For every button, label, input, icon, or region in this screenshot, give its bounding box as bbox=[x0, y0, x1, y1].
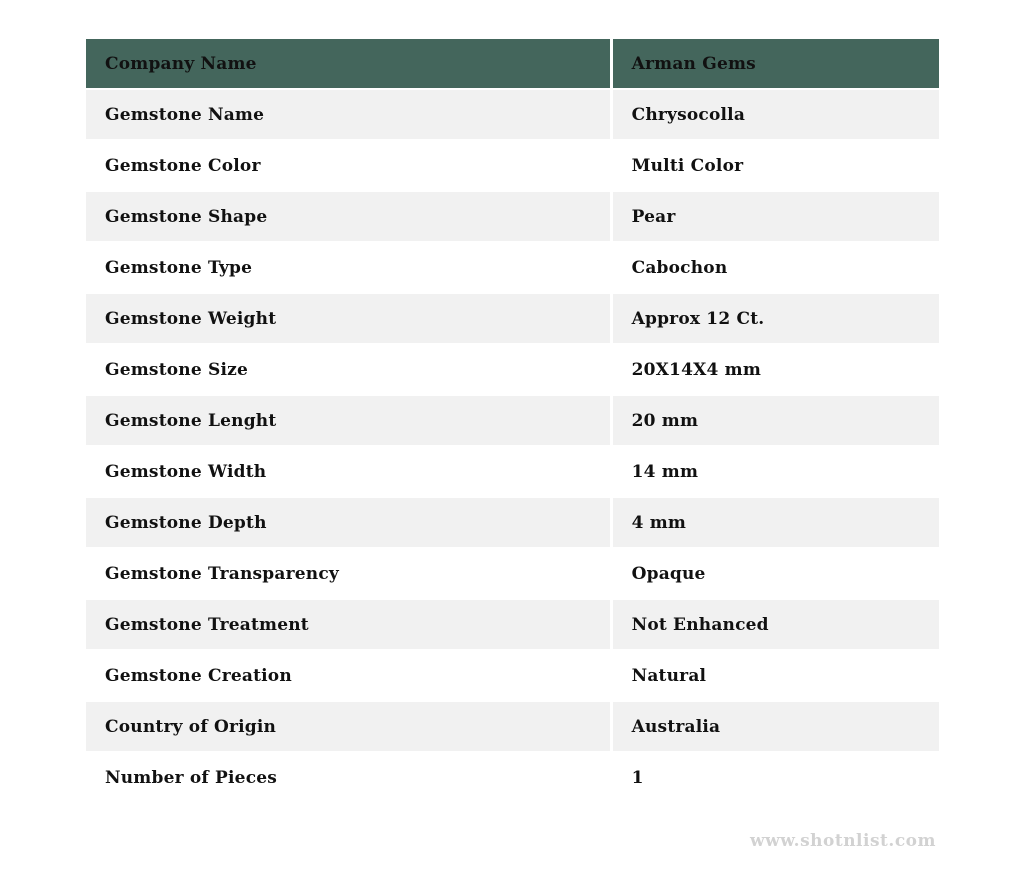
table-row bbox=[86, 600, 939, 649]
row-label: Gemstone Lenght bbox=[86, 396, 610, 445]
row-value: Multi Color bbox=[613, 141, 939, 190]
row-value: 14 mm bbox=[613, 447, 939, 496]
row-value: 20 mm bbox=[613, 396, 939, 445]
table-row bbox=[86, 702, 939, 751]
row-label: Gemstone Color bbox=[86, 141, 610, 190]
row-value: 20X14X4 mm bbox=[613, 345, 939, 394]
header-company-value-cell: Arman Gems bbox=[613, 39, 939, 88]
row-value: Pear bbox=[613, 192, 939, 241]
gemstone-spec-table bbox=[83, 37, 942, 804]
row-label: Gemstone Type bbox=[86, 243, 610, 292]
row-label: Gemstone Name bbox=[86, 90, 610, 139]
table-row bbox=[86, 396, 939, 445]
gemstone-spec-table-container bbox=[83, 37, 942, 804]
table-row bbox=[86, 141, 939, 190]
row-value: Opaque bbox=[613, 549, 939, 598]
row-label: Gemstone Size bbox=[86, 345, 610, 394]
row-label: Gemstone Transparency bbox=[86, 549, 610, 598]
header-company-name-cell: Company Name bbox=[86, 39, 610, 88]
table-row bbox=[86, 753, 939, 802]
row-label: Gemstone Treatment bbox=[86, 600, 610, 649]
table-row bbox=[86, 651, 939, 700]
row-label: Gemstone Width bbox=[86, 447, 610, 496]
table-row bbox=[86, 294, 939, 343]
table-row bbox=[86, 345, 939, 394]
table-row bbox=[86, 498, 939, 547]
row-value: Approx 12 Ct. bbox=[613, 294, 939, 343]
row-value: 4 mm bbox=[613, 498, 939, 547]
row-label: Gemstone Creation bbox=[86, 651, 610, 700]
row-value: 1 bbox=[613, 753, 939, 802]
table-row bbox=[86, 447, 939, 496]
table-header-row bbox=[86, 39, 939, 88]
row-value: Cabochon bbox=[613, 243, 939, 292]
row-value: Not Enhanced bbox=[613, 600, 939, 649]
table-row bbox=[86, 192, 939, 241]
row-label: Gemstone Weight bbox=[86, 294, 610, 343]
row-label: Country of Origin bbox=[86, 702, 610, 751]
table-row bbox=[86, 243, 939, 292]
table-row bbox=[86, 90, 939, 139]
row-value: Natural bbox=[613, 651, 939, 700]
row-value: Australia bbox=[613, 702, 939, 751]
row-label: Gemstone Depth bbox=[86, 498, 610, 547]
row-label: Number of Pieces bbox=[86, 753, 610, 802]
watermark-text: www.shotnlist.com bbox=[749, 831, 936, 851]
row-value: Chrysocolla bbox=[613, 90, 939, 139]
row-label: Gemstone Shape bbox=[86, 192, 610, 241]
table-row bbox=[86, 549, 939, 598]
